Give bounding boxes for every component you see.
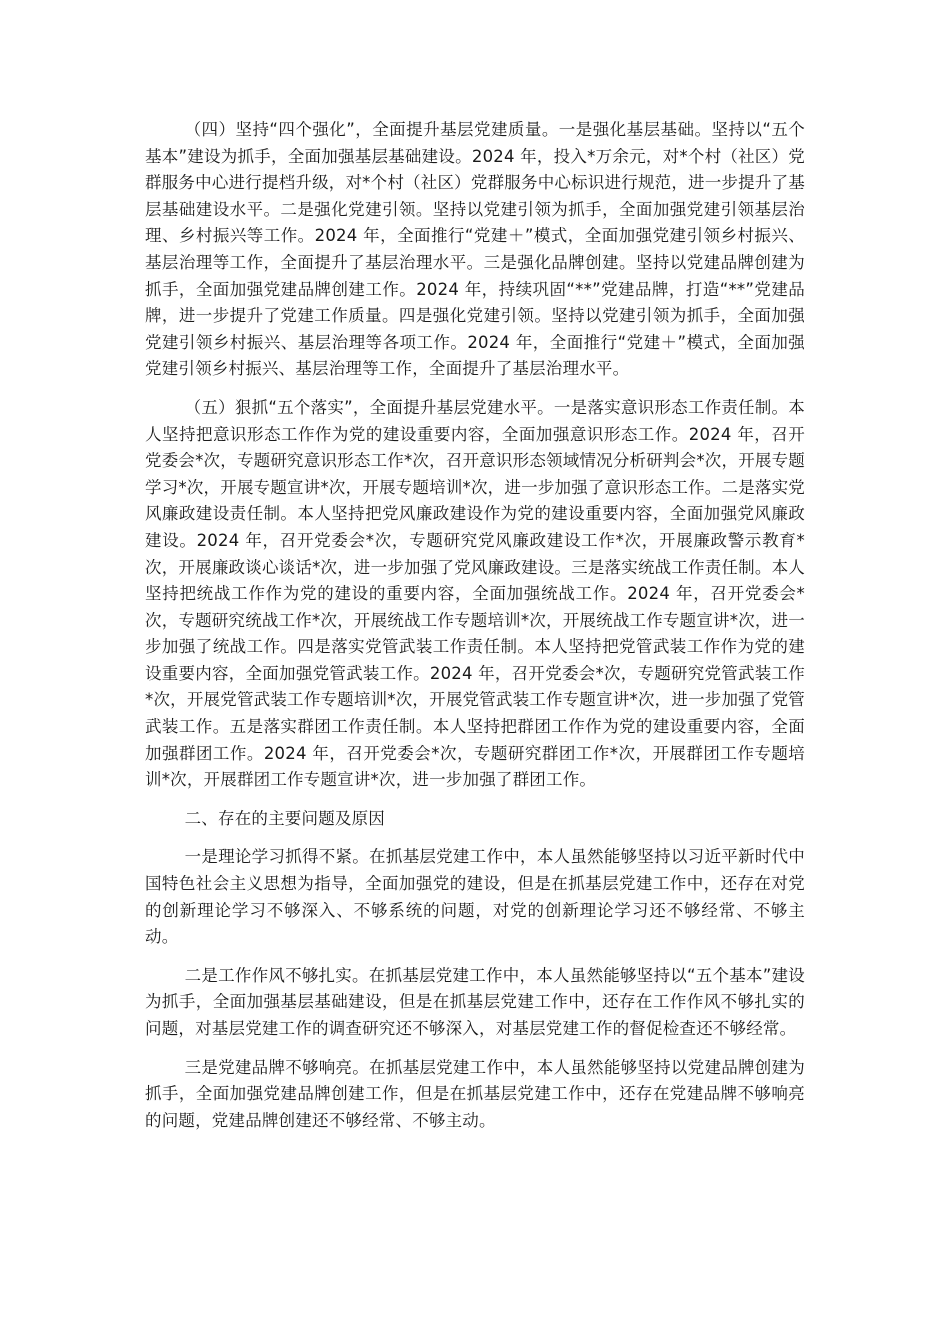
paragraph-five-implementations: （五）狠抓“五个落实”，全面提升基层党建水平。一是落实意识形态工作责任制。本人坚持把意识形态工作作为党的建设重要内容，全面加强意识形态工作。2024 年，召开党委会*次，专题研究意识形态工作*次，召开意识形态领域情况分析研判会*次，开展专题学习*次，开展专题宣讲*次，开展专题培训*次，进一步加强了意识形态工作。二是落实党风廉政建设责任制。本人坚持把党风廉政建设作为党的建设重要内容，全面加强党风廉政建设。2024 年，召开党委会*次，专题研究党风廉政建设工作*次，开展廉政警示教育*次，开展廉政谈心谈话*次，进一步加强了党风廉政建设。三是落实统战工作责任制。本人坚持把统战工作作为党的建设的重要内容，全面加强统战工作。2024 年，召开党委会*次，专题研究统战工作*次，开展统战工作专题培训*次，开展统战工作专题宣讲*次，进一步加强了统战工作。四是落实党管武装工作责任制。本人坚持把党管武装工作作为党的建设重要内容，全面加强党管武装工作。2024 年，召开党委会*次，专题研究党管武装工作*次，开展党管武装工作专题培训*次，开展党管武装工作专题宣讲*次，进一步加强了党管武装工作。五是落实群团工作责任制。本人坚持把群团工作作为党的建设重要内容，全面加强群团工作。2024 年，召开党委会*次，专题研究群团工作*次，开展群团工作专题培训*次，开展群团工作专题宣讲*次，进一步加强了群团工作。 xyxy=(145,397,805,790)
paragraph-four-strengthenings: （四）坚持“四个强化”，全面提升基层党建质量。一是强化基层基础。坚持以“五个基本”建设为抓手，全面加强基层基础建设。2024 年，投入*万余元，对*个村（社区）党群服务中心进行提档升级，对*个村（社区）党群服务中心标识进行规范，进一步提升了基层基础建设水平。二是强化党建引领。坚持以党建引领为抓手，全面加强党建引领基层治理、乡村振兴等工作。2024 年，全面推行“党建＋”模式，全面加强党建引领乡村振兴、基层治理等工作，全面提升了基层治理水平。三是强化品牌创建。坚持以党建品牌创建为抓手，全面加强党建品牌创建工作。2024 年，持续巩固“**”党建品牌，打造“**”党建品牌，进一步提升了党建工作质量。四是强化党建引领。坚持以党建引领为抓手，全面加强党建引领乡村振兴、基层治理等各项工作。2024 年，全面推行“党建＋”模式，全面加强党建引领乡村振兴、基层治理等工作，全面提升了基层治理水平。 xyxy=(145,120,805,379)
document-body xyxy=(145,117,805,1146)
paragraph-problem-party-brand: 三是党建品牌不够响亮。在抓基层党建工作中，本人虽然能够坚持以党建品牌创建为抓手，全面加强党建品牌创建工作，但是在抓基层党建工作中，还存在党建品牌不够响亮的问题，党建品牌创建还不够经常、不够主动。 xyxy=(145,1057,805,1130)
paragraph-problem-work-style: 二是工作作风不够扎实。在抓基层党建工作中，本人虽然能够坚持以“五个基本”建设为抓手，全面加强基层基础建设，但是在抓基层党建工作中，还存在工作作风不够扎实的问题，对基层党建工作的调查研究还不够深入，对基层党建工作的督促检查还不够经常。 xyxy=(145,965,805,1038)
section-heading-problems: 二、存在的主要问题及原因 xyxy=(184,808,385,828)
paragraph-problem-theory-study: 一是理论学习抓得不紧。在抓基层党建工作中，本人虽然能够坚持以习近平新时代中国特色社会主义思想为指导，全面加强党的建设，但是在抓基层党建工作中，还存在对党的创新理论学习不够深入、不够系统的问题，对党的创新理论学习还不够经常、不够主动。 xyxy=(145,847,805,947)
